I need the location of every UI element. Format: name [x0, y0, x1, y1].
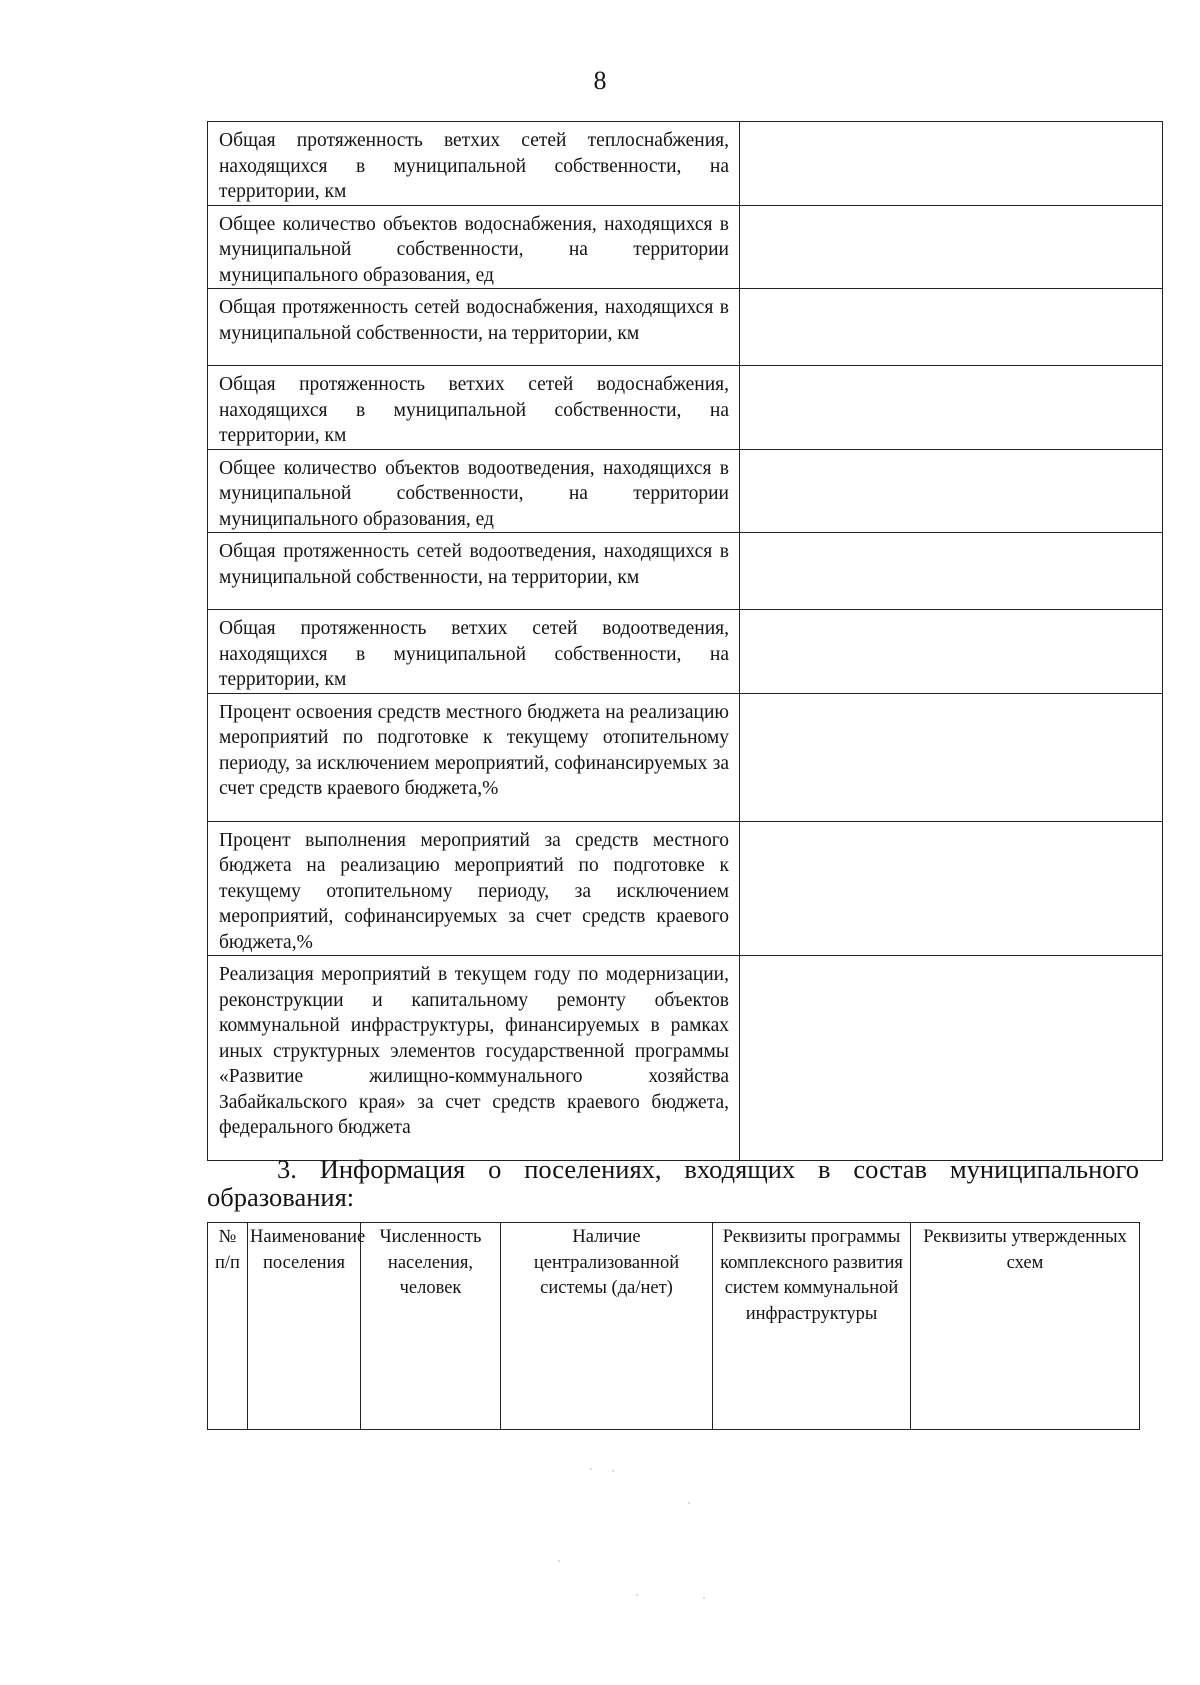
column-header-centralized-system: Наличие централизованной системы (да/нет): [501, 1223, 713, 1430]
indicator-label: Общее количество объектов водоснабжения, находящихся в муниципальной собственности, на территории муниципального образования, ед: [208, 205, 740, 289]
indicator-value-cell: [740, 449, 1163, 533]
scan-speck: [703, 1597, 705, 1599]
table-row: [208, 289, 1163, 366]
table-row: [208, 821, 1163, 956]
column-header-number: № п/п: [208, 1223, 248, 1430]
indicator-value-cell: [740, 289, 1163, 366]
indicator-value-cell: [740, 122, 1163, 206]
scan-speck: [558, 1560, 560, 1562]
indicator-value-cell: [740, 366, 1163, 450]
indicator-label: Общая протяженность сетей водоснабжения, находящихся в муниципальной собственности, на территории, км: [208, 289, 740, 366]
table-row: [208, 610, 1163, 694]
table-row: [208, 205, 1163, 289]
scan-speck: [612, 1470, 614, 1472]
column-header-schemes-details: Реквизиты утвержденных схем: [911, 1223, 1140, 1430]
table-row: [208, 366, 1163, 450]
column-header-program-details: Реквизиты программы комплексного развития систем коммунальной инфраструктуры: [713, 1223, 911, 1430]
indicator-label: Общая протяженность ветхих сетей водоснабжения, находящихся в муниципальной собственности, на территории, км: [208, 366, 740, 450]
indicator-label: Общая протяженность ветхих сетей теплоснабжения, находящихся в муниципальной собственности, на территории, км: [208, 122, 740, 206]
column-header-settlement-name: Наименование поселения: [248, 1223, 361, 1430]
settlements-table: [207, 1222, 1140, 1430]
indicator-value-cell: [740, 533, 1163, 610]
scan-speck: [636, 1594, 638, 1596]
indicator-value-cell: [740, 610, 1163, 694]
section-heading: 3. Информация о поселениях, входящих в состав муниципального образования:: [207, 1154, 1139, 1212]
table-row: [208, 449, 1163, 533]
indicator-label: Процент освоения средств местного бюджета на реализацию мероприятий по подготовке к текущему отопительному периоду, за исключением мероприятий, софинансируемых за счет средств краевого бюджета,%: [208, 693, 740, 821]
table-row: [208, 122, 1163, 206]
scan-speck: [590, 1468, 592, 1470]
table-row: [208, 956, 1163, 1161]
indicator-label: Процент выполнения мероприятий за средств местного бюджета на реализацию мероприятий по подготовке к текущему отопительному периоду, за исключением мероприятий, софинансируемых за счет средств краевого бюджета,%: [208, 821, 740, 956]
indicator-label: Общая протяженность ветхих сетей водоотведения, находящихся в муниципальной собственности, на территории, км: [208, 610, 740, 694]
page-number: 8: [593, 66, 607, 95]
column-header-population: Численность населения, человек: [361, 1223, 501, 1430]
indicator-label: Общая протяженность сетей водоотведения, находящихся в муниципальной собственности, на территории, км: [208, 533, 740, 610]
table-row: [208, 533, 1163, 610]
indicator-value-cell: [740, 205, 1163, 289]
scan-speck: [688, 1502, 690, 1504]
indicator-value-cell: [740, 956, 1163, 1161]
table-header-row: [208, 1223, 1140, 1430]
table-row: [208, 693, 1163, 821]
indicator-value-cell: [740, 693, 1163, 821]
indicator-value-cell: [740, 821, 1163, 956]
indicators-table: [207, 121, 1163, 1161]
indicator-label: Реализация мероприятий в текущем году по модернизации, реконструкции и капитальному ремонту объектов коммунальной инфраструктуры, финансируемых в рамках иных структурных элементов государственной программы «Развитие жилищно-коммунального хозяйства Забайкальского края» за счет средств краевого бюджета, федерального бюджета: [208, 956, 740, 1161]
indicator-label: Общее количество объектов водоотведения, находящихся в муниципальной собственности, на территории муниципального образования, ед: [208, 449, 740, 533]
